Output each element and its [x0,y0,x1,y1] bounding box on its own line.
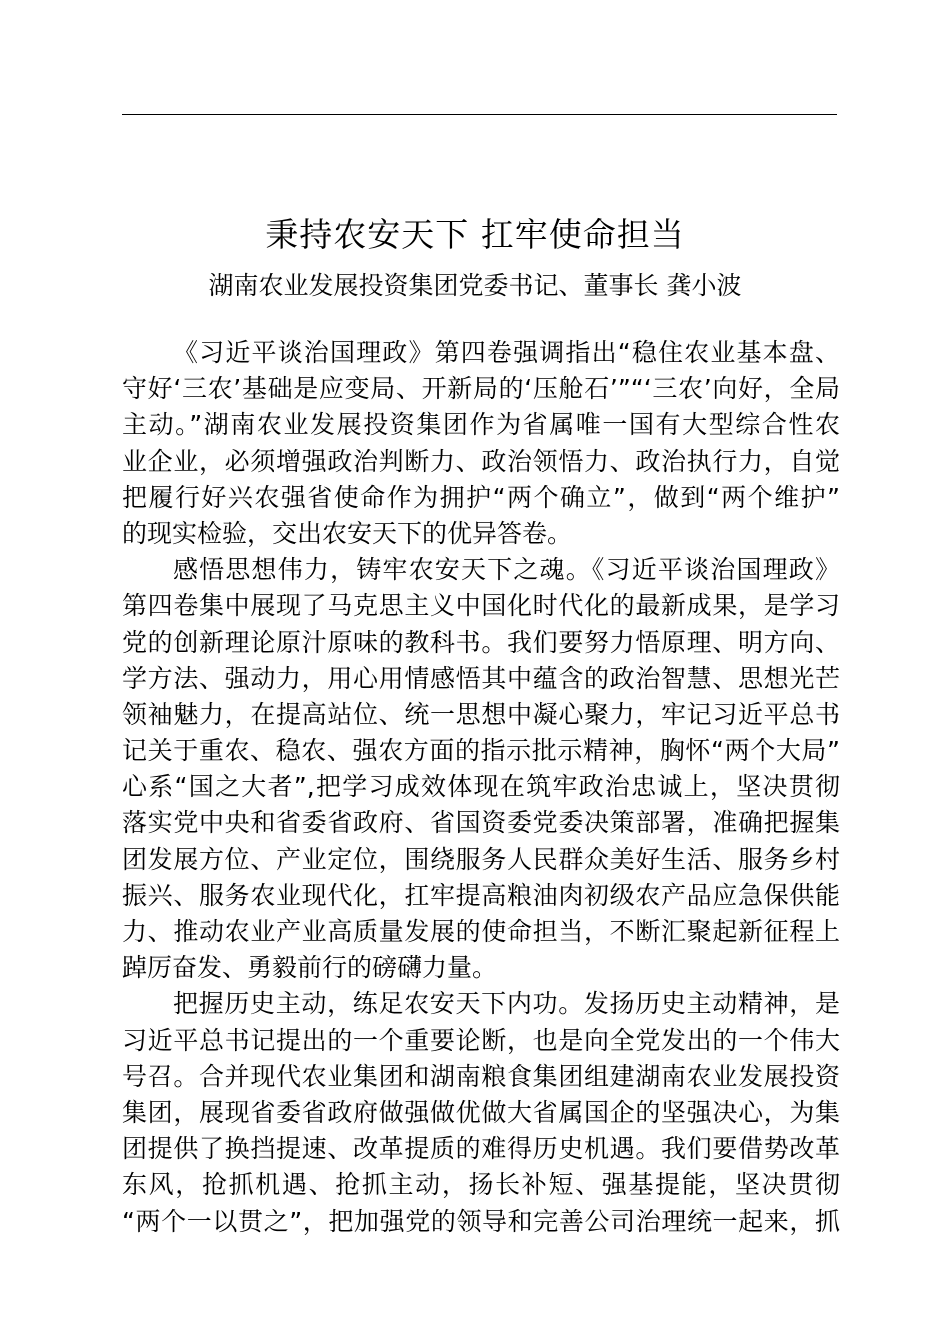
text-line: 第四卷集中展现了马克思主义中国化时代化的最新成果，是学习 [122,591,840,621]
text-line: 力、推动农业产业高质量发展的使命担当，不断汇聚起新征程上 [122,917,840,946]
text-line: 心系“国之大者”,把学习成效体现在筑牢政治忠诚上，坚决贯彻 [122,772,840,802]
paragraph [122,552,840,986]
header-rule [122,114,837,115]
text-line: 守好‘三农’基础是应变局、开新局的‘压舱石’”“‘三农’向好，全局 [122,374,840,404]
text-line: 感悟思想伟力，铸牢农安天下之魂。《习近平谈治国理政》 [173,555,840,585]
paragraph [122,335,840,552]
text-line: 集团，展现省委省政府做强做优做大省属国企的坚强决心，为集 [122,1097,840,1127]
text-line: 把履行好兴农强省使命作为拥护“两个确立”，做到“两个维护” [122,482,840,512]
text-line: 把握历史主动，练足农安天下内功。发扬历史主动精神，是 [173,989,840,1019]
text-line: 号召。合并现代农业集团和湖南粮食集团组建湖南农业发展投资 [122,1061,840,1091]
text-line: 东风，抢抓机遇、抢抓主动，扬长补短、强基提能，坚决贯彻 [122,1170,840,1200]
text-line: 记关于重农、稳农、强农方面的指示批示精神，胸怀“两个大局” [122,736,840,766]
text-line: 业企业，必须增强政治判断力、政治领悟力、政治执行力，自觉 [122,446,840,476]
text-line: 落实党中央和省委省政府、省国资委党委决策部署，准确把握集 [122,808,840,838]
article-body [122,335,840,1240]
article-byline: 湖南农业发展投资集团党委书记、董事长 龚小波 [208,271,742,300]
text-line: “两个一以贯之”，把加强党的领导和完善公司治理统一起来，抓 [122,1206,840,1236]
text-line: 领袖魅力，在提高站位、统一思想中凝心聚力，牢记习近平总书 [122,699,840,729]
text-line: 《习近平谈治国理政》第四卷强调指出“稳住农业基本盘、 [173,338,840,367]
article-title: 秉持农安天下 扛牢使命担当 [265,215,685,254]
text-line: 团发展方位、产业定位，围绕服务人民群众美好生活、服务乡村 [122,844,840,874]
text-line: 踔厉奋发、勇毅前行的磅礴力量。 [122,953,498,983]
text-line: 党的创新理论原汁原味的教科书。我们要努力悟原理、明方向、 [122,627,840,657]
text-line: 学方法、强动力，用心用情感悟其中蕴含的政治智慧、思想光芒 [122,663,840,693]
text-line: 习近平总书记提出的一个重要论断，也是向全党发出的一个伟大 [122,1025,840,1055]
text-line: 的现实检验，交出农安天下的优异答卷。 [122,518,573,548]
text-line: 团提供了换挡提速、改革提质的难得历史机遇。我们要借势改革 [122,1134,840,1164]
text-line: 振兴、服务农业现代化，扛牢提高粮油肉初级农产品应急保供能 [122,880,840,910]
text-line: 主动。”湖南农业发展投资集团作为省属唯一国有大型综合性农 [122,410,840,440]
paragraph [122,986,840,1239]
